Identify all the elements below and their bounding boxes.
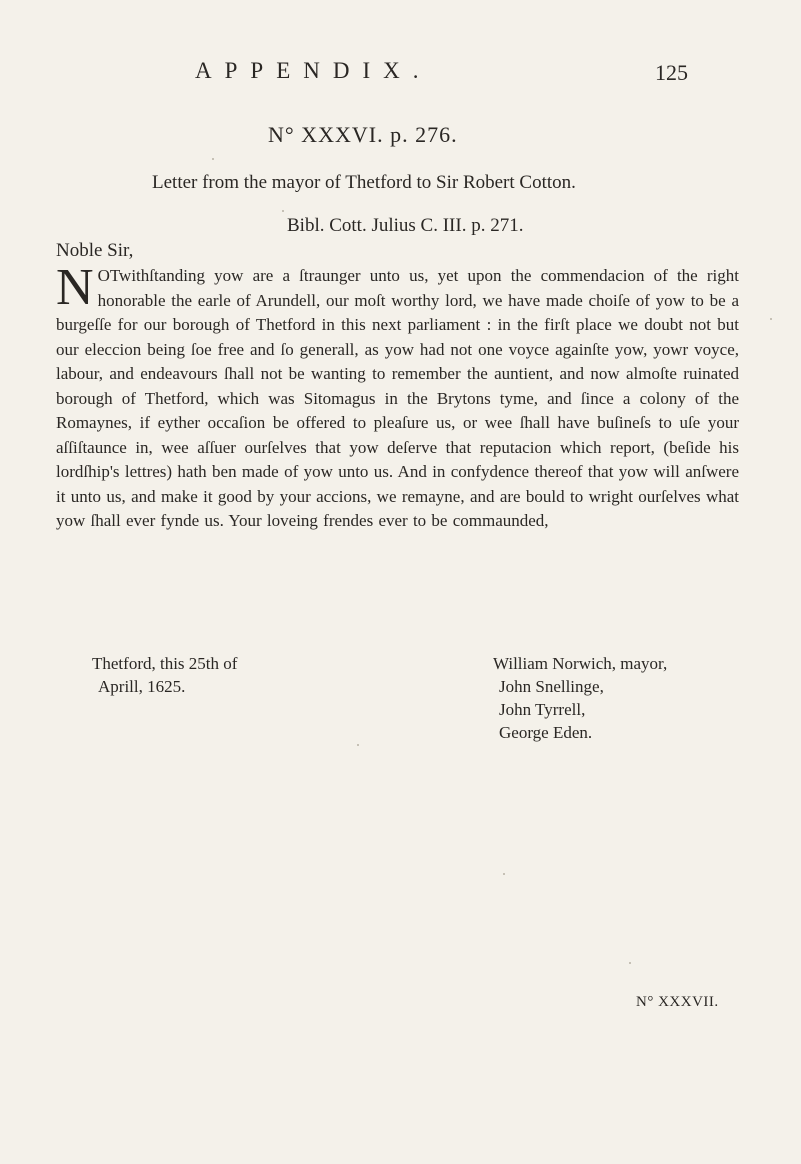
catchword: N° XXXVII. <box>636 994 719 1010</box>
page-number: 125 <box>655 60 688 85</box>
paper-speck <box>770 318 772 320</box>
signatory: John Snellinge, <box>499 677 604 696</box>
document-number: N° XXXVI. p. 276. <box>268 122 458 147</box>
letter-body-text: OTwithſtanding yow are a ſtraunger unto us, yet upon the commendacion of the right honorable the earle of Arundell, our moſt worthy lord, we have made choiſe of yow to be a burgeſſe for our borough of Thetford in this next parliament : in the firſt place we doubt not but our eleccion being ſoe free and ſo generall, as yow had not one voyce againſte yow, yowr voyce, labour, and endeavours ſhall not be wanting to remember the auntient, and now almoſte ruinated borough of Thetford, which was Sitomagus in the Brytons tyme, and ſince a colony of the Romaynes, if eyther occaſion be offered to pleaſure us, or wee ſhall have buſineſs to uſe your aſſiſtaunce in, wee aſſuer ourſelves that yow deſerve that reputacion which report, (beſide his lordſhip's lettres) hath ben made of yow unto us. And in confydence thereof that yow will anſwere it unto us, and make it good by your accions, we remayne, and are bould to wright ourſelves what yow ſhall ever fynde us. Your loveing frendes ever to be commaunded, <box>56 266 739 530</box>
drop-cap: N <box>56 259 94 316</box>
paper-speck <box>282 210 284 212</box>
running-head: APPENDIX. <box>195 58 432 83</box>
paper-speck <box>629 962 631 964</box>
place-date <box>92 652 237 698</box>
paper-speck <box>212 158 214 160</box>
place-date-line: Thetford, this 25th of <box>92 654 238 673</box>
place-date-line: Aprill, 1625. <box>98 677 186 696</box>
paper-speck <box>357 744 359 746</box>
signatories <box>493 652 667 744</box>
letter-body <box>56 259 739 534</box>
salutation: Noble Sir, <box>56 240 134 261</box>
signatory: William Norwich, mayor, <box>493 654 668 673</box>
letter-title: Letter from the mayor of Thetford to Sir Robert Cotton. <box>152 172 576 193</box>
source-citation: Bibl. Cott. Julius C. III. p. 271. <box>287 215 524 236</box>
paper-speck <box>503 873 505 875</box>
signatory: John Tyrrell, <box>499 700 586 719</box>
signatory: George Eden. <box>499 723 593 742</box>
